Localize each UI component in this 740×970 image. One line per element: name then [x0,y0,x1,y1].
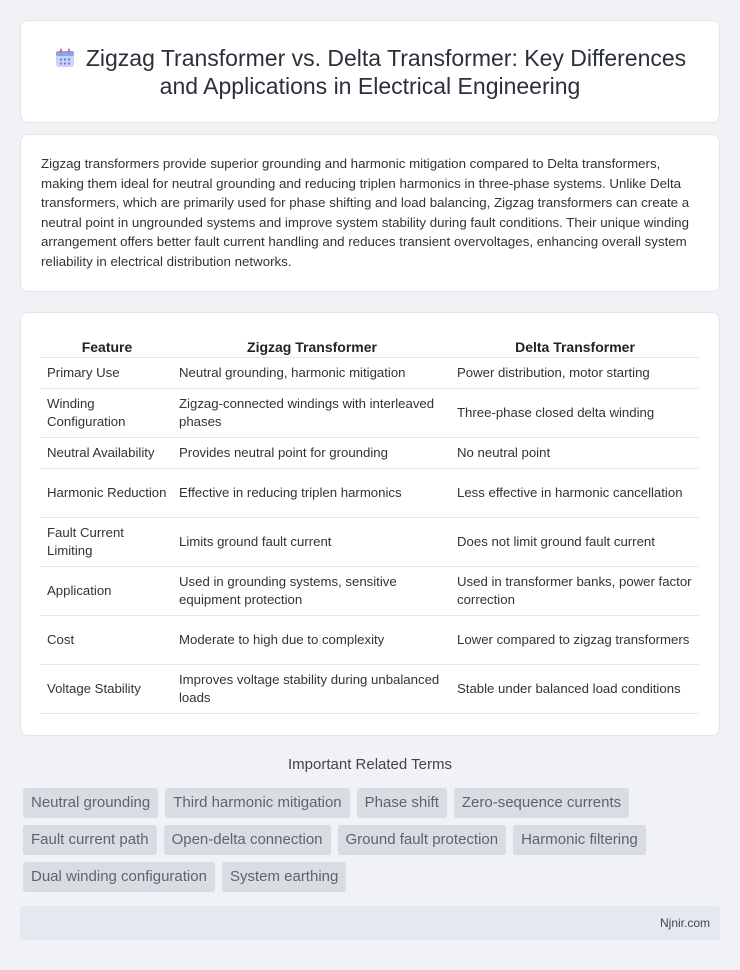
table-row [41,664,699,713]
related-term-tag[interactable]: Dual winding configuration [23,862,215,892]
table-cell: Harmonic Reduction [41,468,173,517]
table-row [41,615,699,664]
table-cell: Three-phase closed delta winding [451,388,699,437]
related-term-tag[interactable]: Phase shift [357,788,447,818]
page-title [50,44,690,100]
table-cell: Winding Configuration [41,388,173,437]
summary-text: Zigzag transformers provide superior grounding and harmonic mitigation compared to Delta transformers, making them ideal for neutral grounding and reducing triplen harmonics in three-phase systems. Unlike Delta transformers, which are primarily used for phase shifting and load balancing, Zigzag transformers can create a neutral point in ungrounded systems and improve system stability during fault conditions. Their unique winding arrangement offers better fault current handling and reduces transient overvoltages, enhancing overall system reliability in electrical distribution networks. [41,156,690,269]
footer [20,906,720,940]
table-cell: Stable under balanced load conditions [451,664,699,713]
table-row [41,357,699,388]
table-cell: Neutral Availability [41,437,173,468]
table-cell: Application [41,566,173,615]
table-cell: Does not limit ground fault current [451,517,699,566]
summary-card [20,134,720,292]
table-row [41,566,699,615]
comparison-table [41,331,699,714]
table-cell: Provides neutral point for grounding [173,437,451,468]
table-header-row [41,331,699,357]
table-cell: Neutral grounding, harmonic mitigation [173,357,451,388]
related-terms-heading: Important Related Terms [288,756,452,773]
related-term-tag[interactable]: Open-delta connection [164,825,331,855]
table-cell: Power distribution, motor starting [451,357,699,388]
related-term-tag[interactable]: Harmonic filtering [513,825,646,855]
table-cell: Used in grounding systems, sensitive equipment protection [173,566,451,615]
table-row [41,388,699,437]
header-delta: Delta Transformer [515,338,635,355]
footer-site-link[interactable]: Njnir.com [659,916,710,930]
table-cell: Fault Current Limiting [41,517,173,566]
table-cell: Effective in reducing triplen harmonics [173,468,451,517]
related-term-tag[interactable]: Zero-sequence currents [454,788,629,818]
related-term-tag[interactable]: System earthing [222,862,346,892]
calendar-icon [54,47,76,69]
title-card [20,20,720,123]
comparison-table-card [20,312,720,736]
related-term-tag[interactable]: Ground fault protection [338,825,507,855]
table-cell: Lower compared to zigzag transformers [451,615,699,664]
table-row [41,468,699,517]
table-row [41,517,699,566]
table-cell: No neutral point [451,437,699,468]
table-cell: Moderate to high due to complexity [173,615,451,664]
related-term-tag[interactable]: Third harmonic mitigation [165,788,349,818]
table-cell: Improves voltage stability during unbalanced loads [173,664,451,713]
table-row [41,437,699,468]
table-cell: Cost [41,615,173,664]
table-cell: Voltage Stability [41,664,173,713]
table-cell: Limits ground fault current [173,517,451,566]
table-cell: Used in transformer banks, power factor correction [451,566,699,615]
related-term-tag[interactable]: Neutral grounding [23,788,158,818]
header-zigzag: Zigzag Transformer [247,338,377,355]
title-text: Zigzag Transformer vs. Delta Transformer: Key Differences and Applications in Electrical Engineering [85,44,687,99]
header-feature: Feature [81,338,133,355]
related-terms-list [23,788,703,892]
table-cell: Zigzag-connected windings with interleaved phases [173,388,451,437]
table-cell: Primary Use [41,357,173,388]
related-term-tag[interactable]: Fault current path [23,825,157,855]
table-cell: Less effective in harmonic cancellation [451,468,699,517]
